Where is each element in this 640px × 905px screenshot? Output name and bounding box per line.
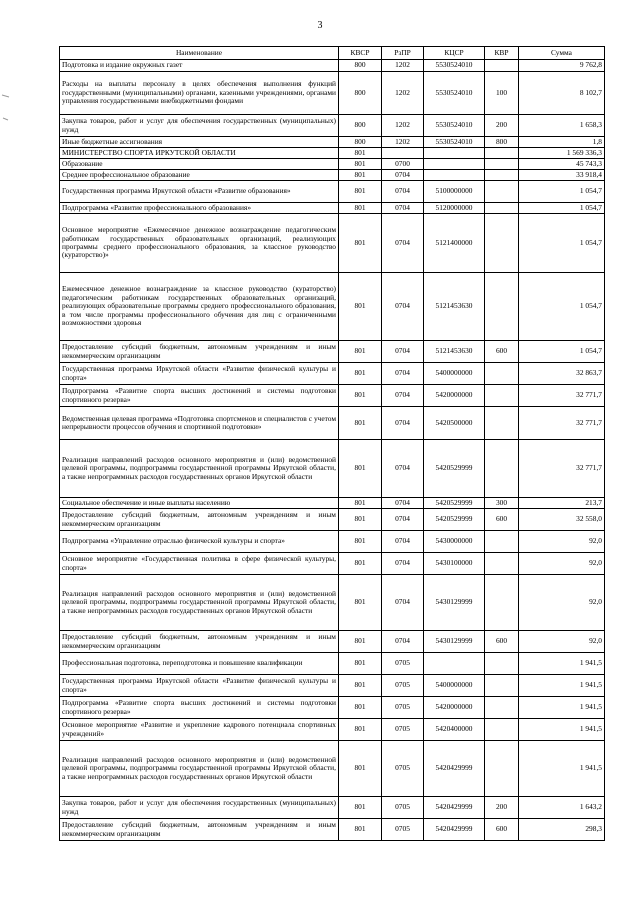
- cell-name: Основное мероприятие «Развитие и укрепление кадрового потенциала спортивных учреждений»: [60, 719, 339, 741]
- cell-kvsr: 801: [339, 385, 382, 407]
- cell-rzpr: 0705: [382, 741, 424, 797]
- table-row: [60, 675, 605, 697]
- cell-kvsr: 800: [339, 60, 382, 72]
- cell-kcsr: [424, 159, 485, 170]
- cell-name: Реализация направлений расходов основного мероприятия и (или) ведомственной целевой программы, подпрограммы государственной программы Иркутской области, а также непрограммных расходов государственных органов Иркутской области: [60, 575, 339, 631]
- table-row: [60, 385, 605, 407]
- cell-rzpr: 0705: [382, 653, 424, 675]
- table-row: [60, 341, 605, 363]
- cell-rzpr: 0704: [382, 214, 424, 273]
- cell-kvr: [485, 214, 519, 273]
- cell-name: Основное мероприятие «Государственная политика в сфере физической культуры, спорта»: [60, 553, 339, 575]
- cell-sum: 1 658,3: [519, 115, 605, 137]
- table-row: [60, 72, 605, 115]
- cell-kvsr: 801: [339, 531, 382, 553]
- table-row: [60, 653, 605, 675]
- cell-name: Подготовка и издание окружных газет: [60, 60, 339, 72]
- header-name: Наименование: [60, 47, 339, 60]
- cell-kcsr: 5430129999: [424, 575, 485, 631]
- cell-sum: 1 569 336,3: [519, 148, 605, 159]
- table-row: [60, 159, 605, 170]
- cell-kvsr: 801: [339, 203, 382, 214]
- cell-kcsr: 5420429999: [424, 797, 485, 819]
- cell-kvr: [485, 531, 519, 553]
- cell-kcsr: [424, 148, 485, 159]
- cell-sum: 1,8: [519, 137, 605, 148]
- cell-kvsr: 801: [339, 273, 382, 341]
- cell-rzpr: 0705: [382, 819, 424, 841]
- cell-kcsr: 5420000000: [424, 385, 485, 407]
- cell-rzpr: 0704: [382, 181, 424, 203]
- cell-kcsr: 5530524010: [424, 137, 485, 148]
- cell-kvsr: 801: [339, 363, 382, 385]
- table-row: [60, 553, 605, 575]
- cell-name: Подпрограмма «Управление отраслью физической культуры и спорта»: [60, 531, 339, 553]
- cell-sum: 92,0: [519, 553, 605, 575]
- cell-kvr: [485, 159, 519, 170]
- cell-kcsr: 5420529999: [424, 498, 485, 509]
- cell-sum: 92,0: [519, 575, 605, 631]
- header-kvsr: КВСР: [339, 47, 382, 60]
- cell-kcsr: [424, 653, 485, 675]
- cell-kcsr: [424, 170, 485, 181]
- cell-rzpr: 0704: [382, 531, 424, 553]
- table-row: [60, 819, 605, 841]
- table-row: [60, 509, 605, 531]
- table-row: [60, 719, 605, 741]
- cell-kvr: [485, 675, 519, 697]
- table-row: [60, 531, 605, 553]
- cell-kvsr: 801: [339, 214, 382, 273]
- cell-sum: 213,7: [519, 498, 605, 509]
- cell-rzpr: 1202: [382, 60, 424, 72]
- cell-kcsr: 5430129999: [424, 631, 485, 653]
- cell-kvsr: 801: [339, 148, 382, 159]
- cell-kcsr: 5400000000: [424, 675, 485, 697]
- cell-name: Образование: [60, 159, 339, 170]
- cell-rzpr: 0704: [382, 575, 424, 631]
- cell-kvsr: 801: [339, 631, 382, 653]
- cell-sum: 1 643,2: [519, 797, 605, 819]
- cell-kvsr: 800: [339, 72, 382, 115]
- cell-kvr: [485, 741, 519, 797]
- cell-kcsr: 5100000000: [424, 181, 485, 203]
- cell-kcsr: 5120000000: [424, 203, 485, 214]
- cell-kvsr: 801: [339, 575, 382, 631]
- cell-kvsr: 801: [339, 440, 382, 498]
- cell-sum: 45 743,3: [519, 159, 605, 170]
- cell-kvr: [485, 273, 519, 341]
- cell-rzpr: 0704: [382, 407, 424, 440]
- table-row: [60, 363, 605, 385]
- cell-sum: 92,0: [519, 531, 605, 553]
- cell-kvr: 600: [485, 341, 519, 363]
- cell-kvr: [485, 170, 519, 181]
- cell-sum: 1 941,5: [519, 675, 605, 697]
- cell-kvsr: 801: [339, 719, 382, 741]
- cell-kvsr: 801: [339, 170, 382, 181]
- cell-kvr: [485, 719, 519, 741]
- cell-name: Предоставление субсидий бюджетным, автономным учреждениям и иным некоммерческим организациям: [60, 509, 339, 531]
- table-row: [60, 697, 605, 719]
- cell-rzpr: 0704: [382, 498, 424, 509]
- cell-kvr: [485, 653, 519, 675]
- cell-sum: 32 771,7: [519, 385, 605, 407]
- cell-sum: 1 941,5: [519, 697, 605, 719]
- cell-sum: 1 054,7: [519, 273, 605, 341]
- table-row: [60, 115, 605, 137]
- table-header-row: [60, 47, 605, 60]
- cell-sum: 1 054,7: [519, 181, 605, 203]
- cell-kvsr: 801: [339, 553, 382, 575]
- cell-kvsr: 801: [339, 675, 382, 697]
- cell-kvr: [485, 553, 519, 575]
- cell-kvsr: 801: [339, 181, 382, 203]
- cell-rzpr: 0704: [382, 341, 424, 363]
- cell-kvr: [485, 385, 519, 407]
- cell-name: Ведомственная целевая программа «Подготовка спортсменов и специалистов с учетом непрерывности процессов обучения и спортивной подготовки»: [60, 407, 339, 440]
- cell-kvr: 600: [485, 631, 519, 653]
- cell-kvsr: 801: [339, 819, 382, 841]
- cell-sum: 32 558,0: [519, 509, 605, 531]
- cell-sum: 1 054,7: [519, 203, 605, 214]
- cell-name: Предоставление субсидий бюджетным, автономным учреждениям и иным некоммерческим организациям: [60, 819, 339, 841]
- cell-kcsr: 5430000000: [424, 531, 485, 553]
- cell-name: Государственная программа Иркутской области «Развитие физической культуры и спорта»: [60, 675, 339, 697]
- cell-kvsr: 801: [339, 741, 382, 797]
- cell-rzpr: 0705: [382, 797, 424, 819]
- cell-kcsr: 5530524010: [424, 115, 485, 137]
- cell-sum: 33 918,4: [519, 170, 605, 181]
- table-row: [60, 214, 605, 273]
- table-row: [60, 407, 605, 440]
- table-row: [60, 60, 605, 72]
- cell-rzpr: 0704: [382, 385, 424, 407]
- cell-kcsr: 5121453630: [424, 341, 485, 363]
- cell-kvsr: 801: [339, 341, 382, 363]
- cell-kvsr: 801: [339, 653, 382, 675]
- cell-name: Закупка товаров, работ и услуг для обеспечения государственных (муниципальных) нужд: [60, 115, 339, 137]
- cell-kvsr: 800: [339, 115, 382, 137]
- cell-kvr: 100: [485, 72, 519, 115]
- cell-sum: 1 054,7: [519, 214, 605, 273]
- cell-rzpr: 1202: [382, 72, 424, 115]
- cell-kvr: [485, 181, 519, 203]
- header-kcsr: КЦСР: [424, 47, 485, 60]
- table-row: [60, 498, 605, 509]
- cell-kvr: 600: [485, 819, 519, 841]
- cell-kcsr: 5530524010: [424, 60, 485, 72]
- cell-kcsr: 5420400000: [424, 719, 485, 741]
- cell-rzpr: 0704: [382, 509, 424, 531]
- cell-rzpr: 1202: [382, 137, 424, 148]
- cell-kvr: [485, 60, 519, 72]
- table-row: [60, 181, 605, 203]
- cell-sum: 1 941,5: [519, 719, 605, 741]
- cell-name: Расходы на выплаты персоналу в целях обеспечения выполнения функций государственными (муниципальными) органами, казенными учреждениями, органами управления государственными внебюджетными фондами: [60, 72, 339, 115]
- cell-name: Ежемесячное денежное вознаграждение за классное руководство (кураторство) педагогическим работникам государственных образовательных организаций, реализующих образовательные программы среднего профессионального образования, в том числе программы профессионального обучения для лиц с ограниченными возможностями здоровья: [60, 273, 339, 341]
- cell-kvr: 300: [485, 498, 519, 509]
- cell-sum: 32 771,7: [519, 407, 605, 440]
- table-body: [60, 60, 605, 841]
- cell-kvr: [485, 203, 519, 214]
- table-row: [60, 203, 605, 214]
- cell-rzpr: 1202: [382, 115, 424, 137]
- scan-edge-mark: [0, 0, 14, 905]
- cell-name: Профессиональная подготовка, переподготовка и повышение квалификации: [60, 653, 339, 675]
- cell-rzpr: 0700: [382, 159, 424, 170]
- cell-kvr: [485, 440, 519, 498]
- cell-name: Реализация направлений расходов основного мероприятия и (или) ведомственной целевой программы, подпрограммы государственной программы Иркутской области, а также непрограммных расходов государственных органов Иркутской области: [60, 440, 339, 498]
- table-row: [60, 137, 605, 148]
- cell-kcsr: 5121453630: [424, 273, 485, 341]
- cell-kcsr: 5420529999: [424, 509, 485, 531]
- cell-kvr: [485, 575, 519, 631]
- cell-rzpr: 0704: [382, 553, 424, 575]
- cell-kcsr: 5530524010: [424, 72, 485, 115]
- cell-sum: 32 863,7: [519, 363, 605, 385]
- cell-rzpr: 0705: [382, 675, 424, 697]
- table-row: [60, 631, 605, 653]
- cell-kvr: 200: [485, 797, 519, 819]
- cell-sum: 1 941,5: [519, 741, 605, 797]
- cell-kcsr: 5121400000: [424, 214, 485, 273]
- table-row: [60, 170, 605, 181]
- cell-kvr: [485, 363, 519, 385]
- cell-kvsr: 801: [339, 509, 382, 531]
- cell-rzpr: 0705: [382, 719, 424, 741]
- cell-kvr: 600: [485, 509, 519, 531]
- cell-sum: 92,0: [519, 631, 605, 653]
- cell-kvsr: 801: [339, 498, 382, 509]
- cell-name: Подпрограмма «Развитие спорта высших достижений и системы подготовки спортивного резерва»: [60, 385, 339, 407]
- cell-kvsr: 801: [339, 797, 382, 819]
- table-row: [60, 741, 605, 797]
- cell-name: Среднее профессиональное образование: [60, 170, 339, 181]
- cell-kvr: 800: [485, 137, 519, 148]
- cell-rzpr: 0704: [382, 440, 424, 498]
- cell-kvsr: 801: [339, 407, 382, 440]
- cell-kcsr: 5420500000: [424, 407, 485, 440]
- cell-kvr: [485, 148, 519, 159]
- cell-name: Подпрограмма «Развитие спорта высших достижений и системы подготовки спортивного резерва»: [60, 697, 339, 719]
- cell-kcsr: 5420000000: [424, 697, 485, 719]
- cell-rzpr: 0704: [382, 170, 424, 181]
- cell-sum: 8 102,7: [519, 72, 605, 115]
- cell-kvr: 200: [485, 115, 519, 137]
- cell-name: Подпрограмма «Развитие профессионального образования»: [60, 203, 339, 214]
- cell-kcsr: 5420429999: [424, 741, 485, 797]
- cell-name: Государственная программа Иркутской области «Развитие образования»: [60, 181, 339, 203]
- cell-sum: 298,3: [519, 819, 605, 841]
- table-row: [60, 575, 605, 631]
- cell-name: Социальное обеспечение и иные выплаты населению: [60, 498, 339, 509]
- cell-rzpr: [382, 148, 424, 159]
- cell-name: Государственная программа Иркутской области «Развитие физической культуры и спорта»: [60, 363, 339, 385]
- cell-rzpr: 0704: [382, 273, 424, 341]
- cell-kcsr: 5420529999: [424, 440, 485, 498]
- cell-rzpr: 0705: [382, 697, 424, 719]
- cell-kcsr: 5420429999: [424, 819, 485, 841]
- cell-kvsr: 800: [339, 137, 382, 148]
- table-row: [60, 273, 605, 341]
- cell-rzpr: 0704: [382, 363, 424, 385]
- cell-name: Предоставление субсидий бюджетным, автономным учреждениям и иным некоммерческим организациям: [60, 631, 339, 653]
- cell-name: Предоставление субсидий бюджетным, автономным учреждениям и иным некоммерческим организациям: [60, 341, 339, 363]
- cell-name: Иные бюджетные ассигнования: [60, 137, 339, 148]
- cell-sum: 32 771,7: [519, 440, 605, 498]
- cell-kcsr: 5400000000: [424, 363, 485, 385]
- page-number: 3: [317, 20, 323, 31]
- cell-rzpr: 0704: [382, 203, 424, 214]
- cell-kvr: [485, 697, 519, 719]
- table-row: [60, 797, 605, 819]
- cell-kvsr: 801: [339, 159, 382, 170]
- cell-sum: 1 054,7: [519, 341, 605, 363]
- cell-name: Реализация направлений расходов основного мероприятия и (или) ведомственной целевой программы, подпрограммы государственной программы Иркутской области, а также непрограммных расходов государственных органов Иркутской области: [60, 741, 339, 797]
- table-row: [60, 440, 605, 498]
- header-kvr: КВР: [485, 47, 519, 60]
- header-sum: Сумма: [519, 47, 605, 60]
- table-row: [60, 148, 605, 159]
- cell-name: МИНИСТЕРСТВО СПОРТА ИРКУТСКОЙ ОБЛАСТИ: [60, 148, 339, 159]
- budget-table: [59, 46, 605, 841]
- cell-sum: 9 762,8: [519, 60, 605, 72]
- cell-sum: 1 941,5: [519, 653, 605, 675]
- cell-kvr: [485, 407, 519, 440]
- header-rzpr: РзПР: [382, 47, 424, 60]
- cell-name: Закупка товаров, работ и услуг для обеспечения государственных (муниципальных) нужд: [60, 797, 339, 819]
- cell-kcsr: 5430100000: [424, 553, 485, 575]
- cell-kvsr: 801: [339, 697, 382, 719]
- cell-name: Основное мероприятие «Ежемесячное денежное вознаграждение педагогическим работникам государственных образовательных организаций, реализующих программы среднего профессионального образования, за классное руководство (кураторство)»: [60, 214, 339, 273]
- cell-rzpr: 0704: [382, 631, 424, 653]
